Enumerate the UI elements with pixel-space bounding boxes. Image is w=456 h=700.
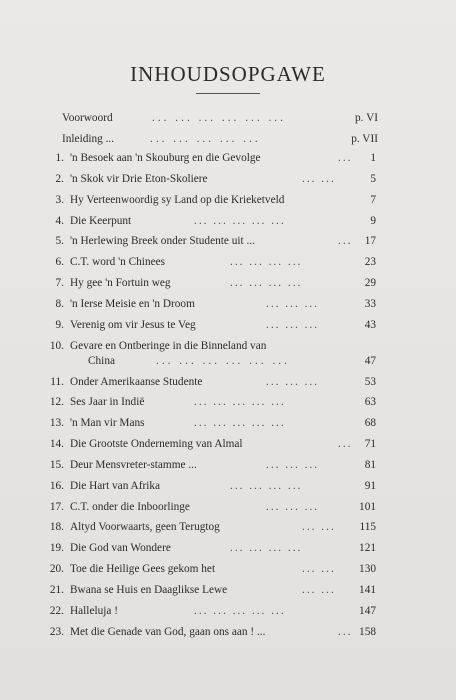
leader-dots: ... ... ... ... [230,277,303,289]
chapter-number: 8. [55,298,64,310]
chapter-title: Deur Mensvreter-stamme ... [70,459,197,471]
chapter-number: 2. [55,173,64,185]
page-number: p. VII [351,133,378,145]
page-title: INHOUDSOPGAWE [130,62,326,86]
page-number: 29 [364,277,376,289]
chapter-number: 7. [55,277,64,289]
leader-dots: ... ... ... [266,319,320,331]
chapter-title: Gevare en Ontberinge in die Binneland van [70,340,267,352]
leader-dots: ... [338,235,353,247]
page-number: 81 [364,459,376,471]
chapter-title: Die God van Wondere [70,542,171,554]
toc-chapter-entry [0,316,456,334]
chapter-number: 15. [49,459,64,471]
page-number: 147 [359,605,376,617]
page-number: 71 [364,438,376,450]
chapter-number: 6. [55,256,64,268]
toc-chapter-entry [0,232,456,250]
page-number: 17 [364,235,376,247]
chapter-title: Hy Verteenwoordig sy Land op die Krieketveld [70,194,285,206]
chapter-number: 22. [49,605,64,617]
chapter-number: 17. [49,501,64,513]
chapter-title: Halleluja ! [70,605,118,617]
chapter-title: Toe die Heilige Gees gekom het [70,563,216,575]
toc-chapter-entry [0,581,456,599]
toc-chapter-entry [0,414,456,432]
toc-front-entry [0,109,456,127]
leader-dots: ... ... ... ... ... ... [152,112,286,124]
chapter-number: 12. [49,396,64,408]
chapter-number: 3. [55,194,64,206]
chapter-number: 19. [49,542,64,554]
toc-chapter-entry [0,602,456,620]
page-number: 1 [370,152,376,164]
chapter-number: 23. [49,626,64,638]
page-number: 130 [359,563,376,575]
page-number: p. VI [354,112,378,124]
chapter-title: Bwana se Huis en Daaglikse Lewe [70,584,228,596]
toc-chapter-entry [0,295,456,313]
chapter-title: 'n Man vir Mans [70,417,145,429]
chapter-number: 5. [55,235,64,247]
leader-dots: ... ... ... ... ... [194,605,286,617]
chapter-number: 11. [50,376,64,388]
toc-chapter-entry [0,498,456,516]
leader-dots: ... ... ... ... ... [194,396,286,408]
page-number: 63 [364,396,376,408]
chapter-number: 1. [55,152,64,164]
page-number: 141 [359,584,376,596]
toc-chapter-continuation [0,352,456,370]
toc-chapter-entry [0,191,456,209]
toc-chapter-entry [0,518,456,536]
page-number: 68 [364,417,376,429]
toc-chapter-entry [0,560,456,578]
toc-chapter-entry [0,393,456,411]
page-number: 9 [370,215,376,227]
toc-chapter-entry [0,253,456,271]
leader-dots: ... ... ... ... [230,480,303,492]
page-number: 158 [359,626,376,638]
leader-dots: ... ... ... [266,376,320,388]
page-number: 101 [359,501,376,513]
leader-dots: ... ... [302,584,336,596]
chapter-title: C.T. onder die Inboorlinge [70,501,190,513]
toc-chapter-entry [0,456,456,474]
chapter-title: Die Keerpunt [70,215,132,227]
chapter-title: Ses Jaar in Indië [70,396,145,408]
page-number: 33 [364,298,376,310]
toc-front-entry [0,130,456,148]
page-number: 53 [364,376,376,388]
chapter-number: 14. [49,438,64,450]
chapter-title: Met die Genade van God, gaan ons aan ! ... [70,626,266,638]
page-number: 115 [359,521,376,533]
toc-chapter-entry [0,212,456,230]
chapter-title: Verenig om vir Jesus te Veg [70,319,196,331]
chapter-title: 'n Ierse Meisie en 'n Droom [70,298,195,310]
chapter-number: 10. [49,340,64,352]
chapter-number: 4. [55,215,64,227]
leader-dots: ... ... [302,563,336,575]
entry-title: Inleiding ... [62,133,115,145]
leader-dots: ... ... ... [266,298,320,310]
leader-dots: ... ... ... ... ... [194,215,286,227]
leader-dots: ... ... [302,173,336,185]
entry-title: Voorwoord [62,112,113,124]
toc-chapter-entry [0,149,456,167]
leader-dots: ... ... ... ... ... [150,133,261,145]
chapter-title: C.T. word 'n Chinees [70,256,166,268]
leader-dots: ... ... ... [266,459,320,471]
toc-chapter-entry [0,373,456,391]
leader-dots: ... ... ... [266,501,320,513]
leader-dots: ... [338,438,353,450]
chapter-number: 13. [49,417,64,429]
leader-dots: ... [338,626,353,638]
toc-chapter-entry [0,170,456,188]
leader-dots: ... [338,152,353,164]
leader-dots: ... ... ... ... [230,256,303,268]
chapter-number: 18. [49,521,64,533]
chapter-title: Onder Amerikaanse Studente [70,376,203,388]
leader-dots: ... ... ... ... [230,542,303,554]
page-number: 23 [364,256,376,268]
leader-dots: ... ... ... ... ... [194,417,286,429]
chapter-number: 21. [49,584,64,596]
chapter-title: Hy gee 'n Fortuin weg [70,277,171,289]
title-underline [196,93,260,94]
page-number: 121 [359,542,376,554]
chapter-title: Die Grootste Onderneming van Almal [70,438,243,450]
chapter-title: 'n Herlewing Breek onder Studente uit ... [70,235,255,247]
leader-dots: ... ... ... ... ... ... [156,355,290,367]
chapter-title: 'n Skok vir Drie Eton-Skoliere [70,173,208,185]
chapter-number: 9. [55,319,64,331]
chapter-number: 20. [49,563,64,575]
chapter-title-continued: China [88,355,115,367]
chapter-title: 'n Besoek aan 'n Skouburg en die Gevolge [70,152,261,164]
chapter-number: 16. [49,480,64,492]
toc-chapter-entry [0,477,456,495]
toc-chapter-entry [0,539,456,557]
toc-chapter-entry [0,274,456,292]
toc-chapter-entry [0,623,456,641]
toc-chapter-entry [0,435,456,453]
page-number: 5 [370,173,376,185]
page-number: 7 [370,194,376,206]
page-number: 43 [364,319,376,331]
page-number: 47 [364,355,376,367]
leader-dots: ... ... [302,521,336,533]
chapter-title: Altyd Voorwaarts, geen Terugtog [70,521,220,533]
page-number: 91 [364,480,376,492]
chapter-title: Die Hart van Afrika [70,480,161,492]
